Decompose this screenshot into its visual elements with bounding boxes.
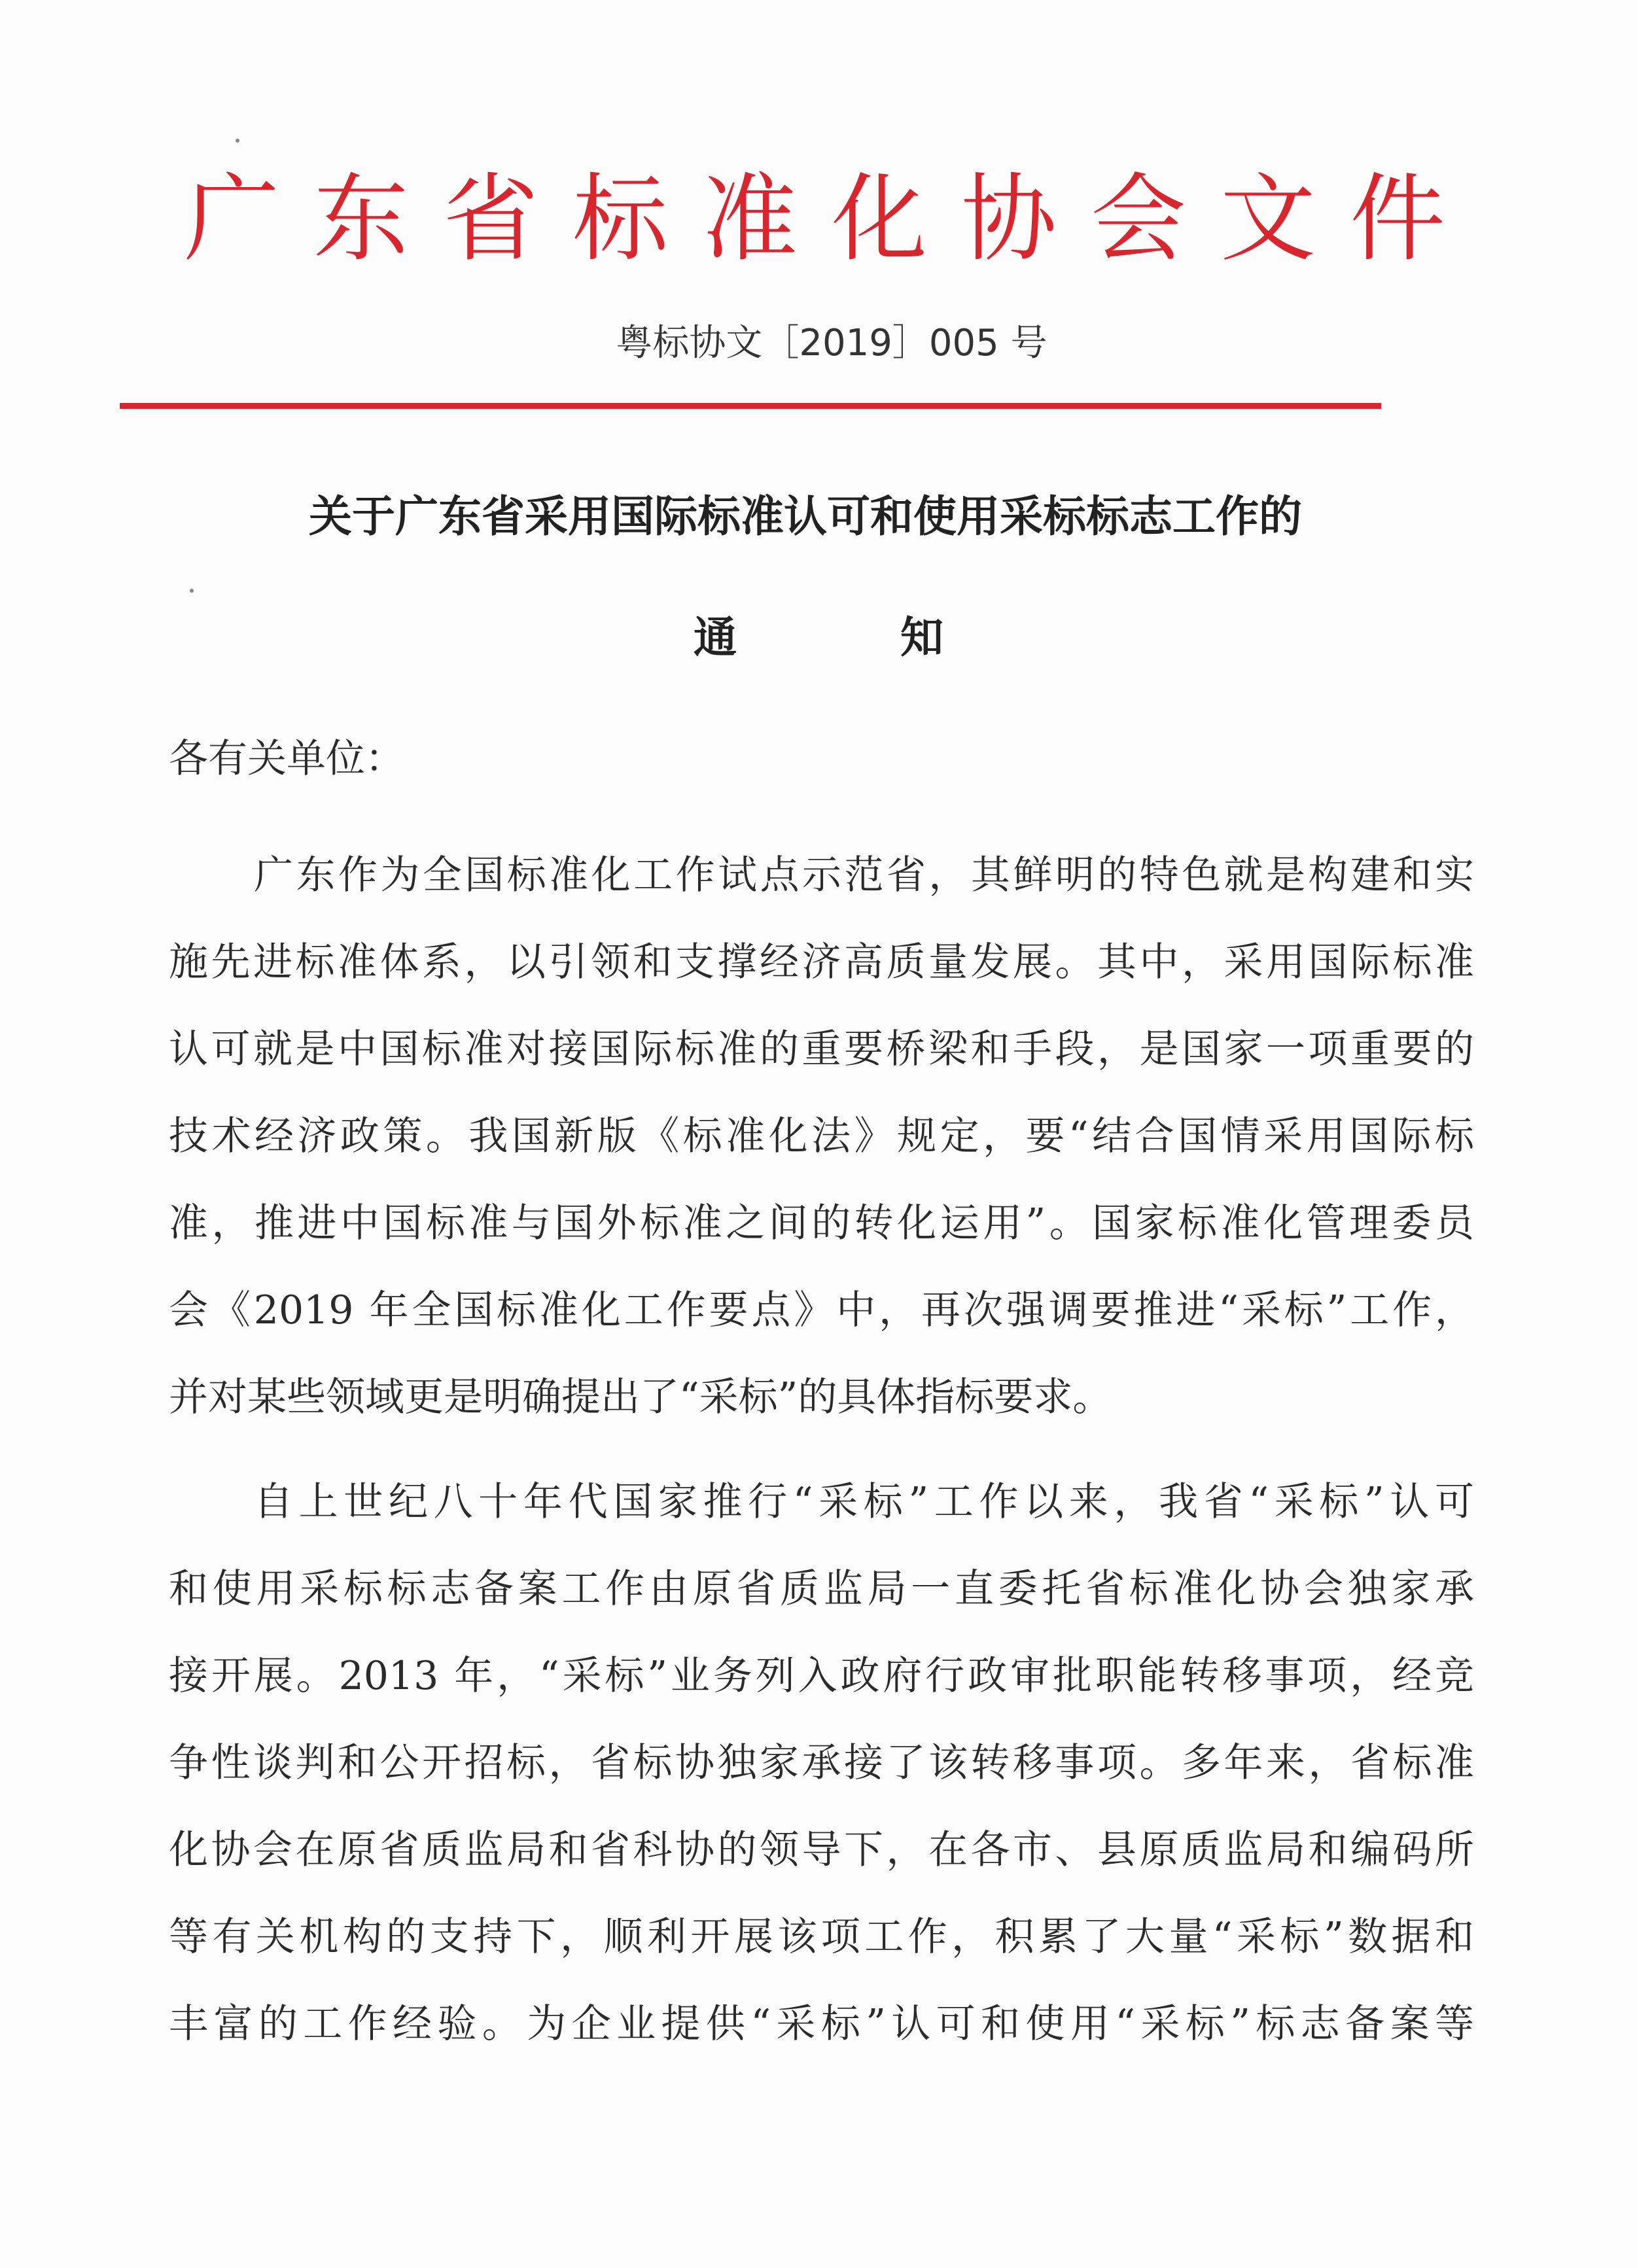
paragraph-line: 等有关机构的支持下，顺利开展该项工作，积累了大量“采标”数据和: [169, 1914, 1474, 1960]
paragraph-1: [169, 832, 1474, 1441]
paragraph-2: [169, 1459, 1474, 2068]
notice-title-char-tong: 通: [694, 612, 737, 663]
paragraph-line: 和使用采标标志备案工作由原省质监局一直委托省标准化协会独家承: [169, 1566, 1474, 1612]
notice-title-char-zhi: 知: [900, 612, 943, 663]
scan-speck: [236, 139, 239, 143]
notice-title-line2: [0, 608, 1637, 667]
paragraph-line: 广东作为全国标准化工作试点示范省，其鲜明的特色就是构建和实: [254, 852, 1474, 898]
paragraph-line: 认可就是中国标准对接国际标准的重要桥梁和手段，是国家一项重要的: [169, 1026, 1474, 1072]
paragraph-line: 并对某些领域更是明确提出了“采标”的具体指标要求。: [169, 1374, 1112, 1420]
masthead-title: 广东省标准化协会文件: [184, 164, 1479, 275]
paragraph-line: 争性谈判和公开招标，省标协独家承接了该转移事项。多年来，省标准: [169, 1740, 1474, 1786]
document-number: 粤标协文［2019］005 号: [616, 322, 1047, 364]
paragraph-line: 接开展。2013 年，“采标”业务列入政府行政审批职能转移事项，经竞: [169, 1653, 1474, 1699]
paragraph-line: 技术经济政策。我国新版《标准化法》规定，要“结合国情采用国际标: [169, 1113, 1474, 1159]
paragraph-line: 化协会在原省质监局和省科协的领导下，在各市、县原质监局和编码所: [169, 1827, 1474, 1873]
red-divider-line: [120, 403, 1381, 409]
paragraph-line: 自上世纪八十年代国家推行“采标”工作以来，我省“采标”认可: [254, 1479, 1474, 1525]
paragraph-line: 丰富的工作经验。为企业提供“采标”认可和使用“采标”标志备案等: [169, 2001, 1474, 2047]
paragraph-line: 会《2019 年全国标准化工作要点》中，再次强调要推进“采标”工作，: [169, 1287, 1474, 1333]
paragraph-line: 施先进标准体系，以引领和支撑经济高质量发展。其中，采用国际标准: [169, 939, 1474, 985]
notice-title-line1: 关于广东省采用国际标准认可和使用采标标志工作的: [309, 491, 1302, 542]
scan-speck: [190, 589, 194, 593]
salutation: 各有关单位：: [169, 736, 404, 782]
paragraph-line: 准，推进中国标准与国外标准之间的转化运用”。国家标准化管理委员: [169, 1200, 1474, 1246]
